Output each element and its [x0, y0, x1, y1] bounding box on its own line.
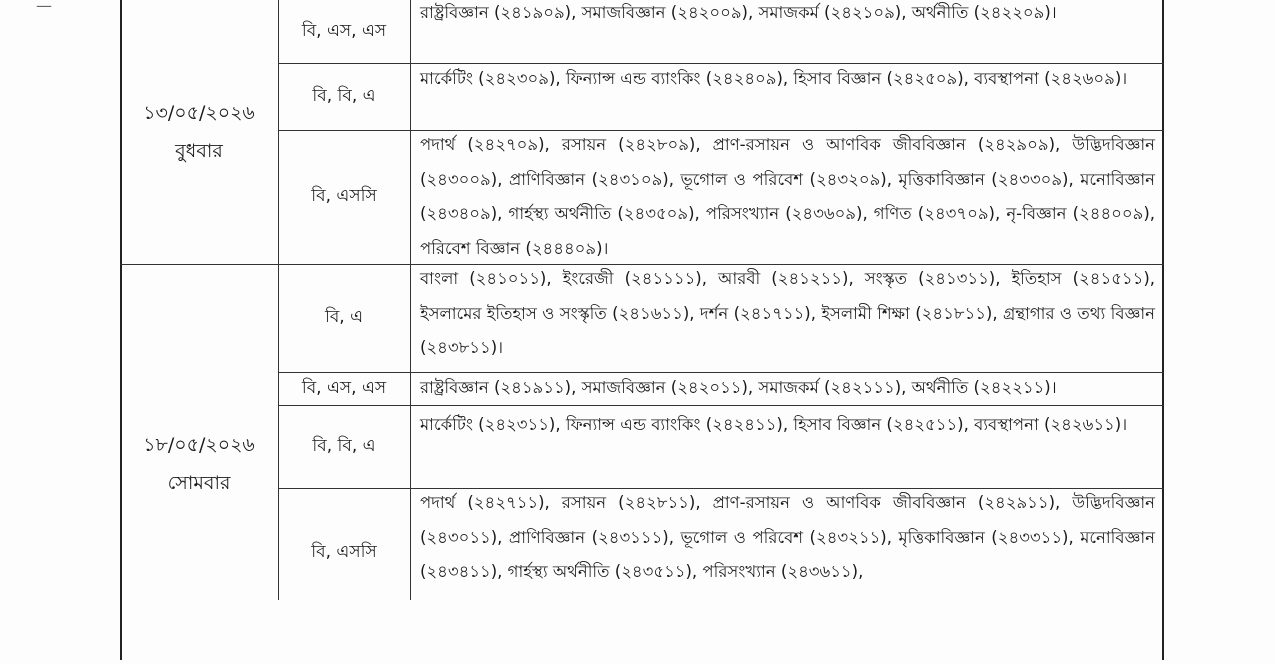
degree-label: বি, এস, এস	[301, 20, 387, 41]
degree-column-divider	[410, 0, 411, 600]
degree-label: বি, বি, এ	[312, 85, 376, 106]
subjects-cell: পদার্থ (২৪২৭০৯), রসায়ন (২৪২৮০৯), প্রাণ-রসায়ন ও আণবিক জীববিজ্ঞান (২৪২৯০৯), উদ্ভিদবিজ্ঞান (২৪৩০০৯), প্রাণিবিজ্ঞান (২৪৩১০৯), ভূগোল ও পরিবেশ (২৪৩২০৯), মৃত্তিকাবিজ্ঞান (২৪৩৩০৯), মনোবিজ্ঞান (২৪৩৪০৯), গার্হস্থ্য অর্থনীতি (২৪৩৫০৯), পরিসংখ্যান (২৪৩৬০৯), গণিত (২৪৩৭০৯), নৃ-বিজ্ঞান (২৪৪০০৯), পরিবেশ বিজ্ঞান (২৪৪৪০৯)।	[420, 135, 1155, 258]
degree-cell	[279, 405, 409, 488]
subjects-cell: রাষ্ট্রবিজ্ঞান (২৪১৯০৯), সমাজবিজ্ঞান (২৪২০০৯), সমাজকর্ম (২৪২১০৯), অর্থনীতি (২৪২২০৯)।	[420, 3, 1057, 22]
degree-cell	[279, 264, 409, 372]
exam-date: ১৮/০৫/২০২৬	[143, 434, 255, 456]
degree-label: বি, বি, এ	[312, 435, 376, 456]
degree-label: বি, এসসি	[311, 186, 377, 206]
degree-cell	[279, 0, 409, 63]
degree-cell	[279, 63, 409, 130]
exam-day: সোমবার	[167, 472, 231, 494]
exam-date-cell	[120, 0, 278, 264]
exam-date: ১৩/০৫/২০২৬	[143, 102, 255, 124]
exam-date-cell	[120, 264, 278, 664]
subjects-cell: মার্কেটিং (২৪২৩১১), ফিন্যান্স এন্ড ব্যাংকিং (২৪২৪১১), হিসাব বিজ্ঞান (২৪২৫১১), ব্যবস্থাপনা (২৪২৬১১)।	[420, 415, 1128, 434]
degree-label: বি, এসসি	[311, 542, 377, 562]
exam-day: বুধবার	[175, 140, 223, 162]
subjects-cell: পদার্থ (২৪২৭১১), রসায়ন (২৪২৮১১), প্রাণ-রসায়ন ও আণবিক জীববিজ্ঞান (২৪২৯১১), উদ্ভিদবিজ্ঞান (২৪৩০১১), প্রাণিবিজ্ঞান (২৪৩১১১), ভূগোল ও পরিবেশ (২৪৩২১১), মৃত্তিকাবিজ্ঞান (২৪৩৩১১), মনোবিজ্ঞান (২৪৩৪১১), গার্হস্থ্য অর্থনীতি (২৪৩৫১১), পরিসংখ্যান (২৪৩৬১১),	[420, 493, 1155, 581]
degree-cell	[279, 130, 409, 264]
subjects-cell: মার্কেটিং (২৪২৩০৯), ফিন্যান্স এন্ড ব্যাংকিং (২৪২৪০৯), হিসাব বিজ্ঞান (২৪২৫০৯), ব্যবস্থাপনা (২৪২৬০৯)।	[420, 69, 1128, 88]
degree-cell	[279, 488, 409, 618]
corner-mark: —	[36, 0, 52, 15]
subjects-cell: রাষ্ট্রবিজ্ঞান (২৪১৯১১), সমাজবিজ্ঞান (২৪২০১১), সমাজকর্ম (২৪২১১১), অর্থনীতি (২৪২২১১)।	[420, 378, 1057, 397]
degree-cell	[279, 372, 409, 405]
degree-label: বি, এস, এস	[301, 377, 387, 398]
degree-label: বি, এ	[324, 307, 364, 327]
subjects-cell: বাংলা (২৪১০১১), ইংরেজী (২৪১১১১), আরবী (২৪১২১১), সংস্কৃত (২৪১৩১১), ইতিহাস (২৪১৫১১), ইসলামের ইতিহাস ও সংস্কৃতি (২৪১৬১১), দর্শন (২৪১৭১১), ইসলামী শিক্ষা (২৪১৮১১), গ্রন্থাগার ও তথ্য বিজ্ঞান (২৪৩৮১১)।	[420, 269, 1155, 357]
